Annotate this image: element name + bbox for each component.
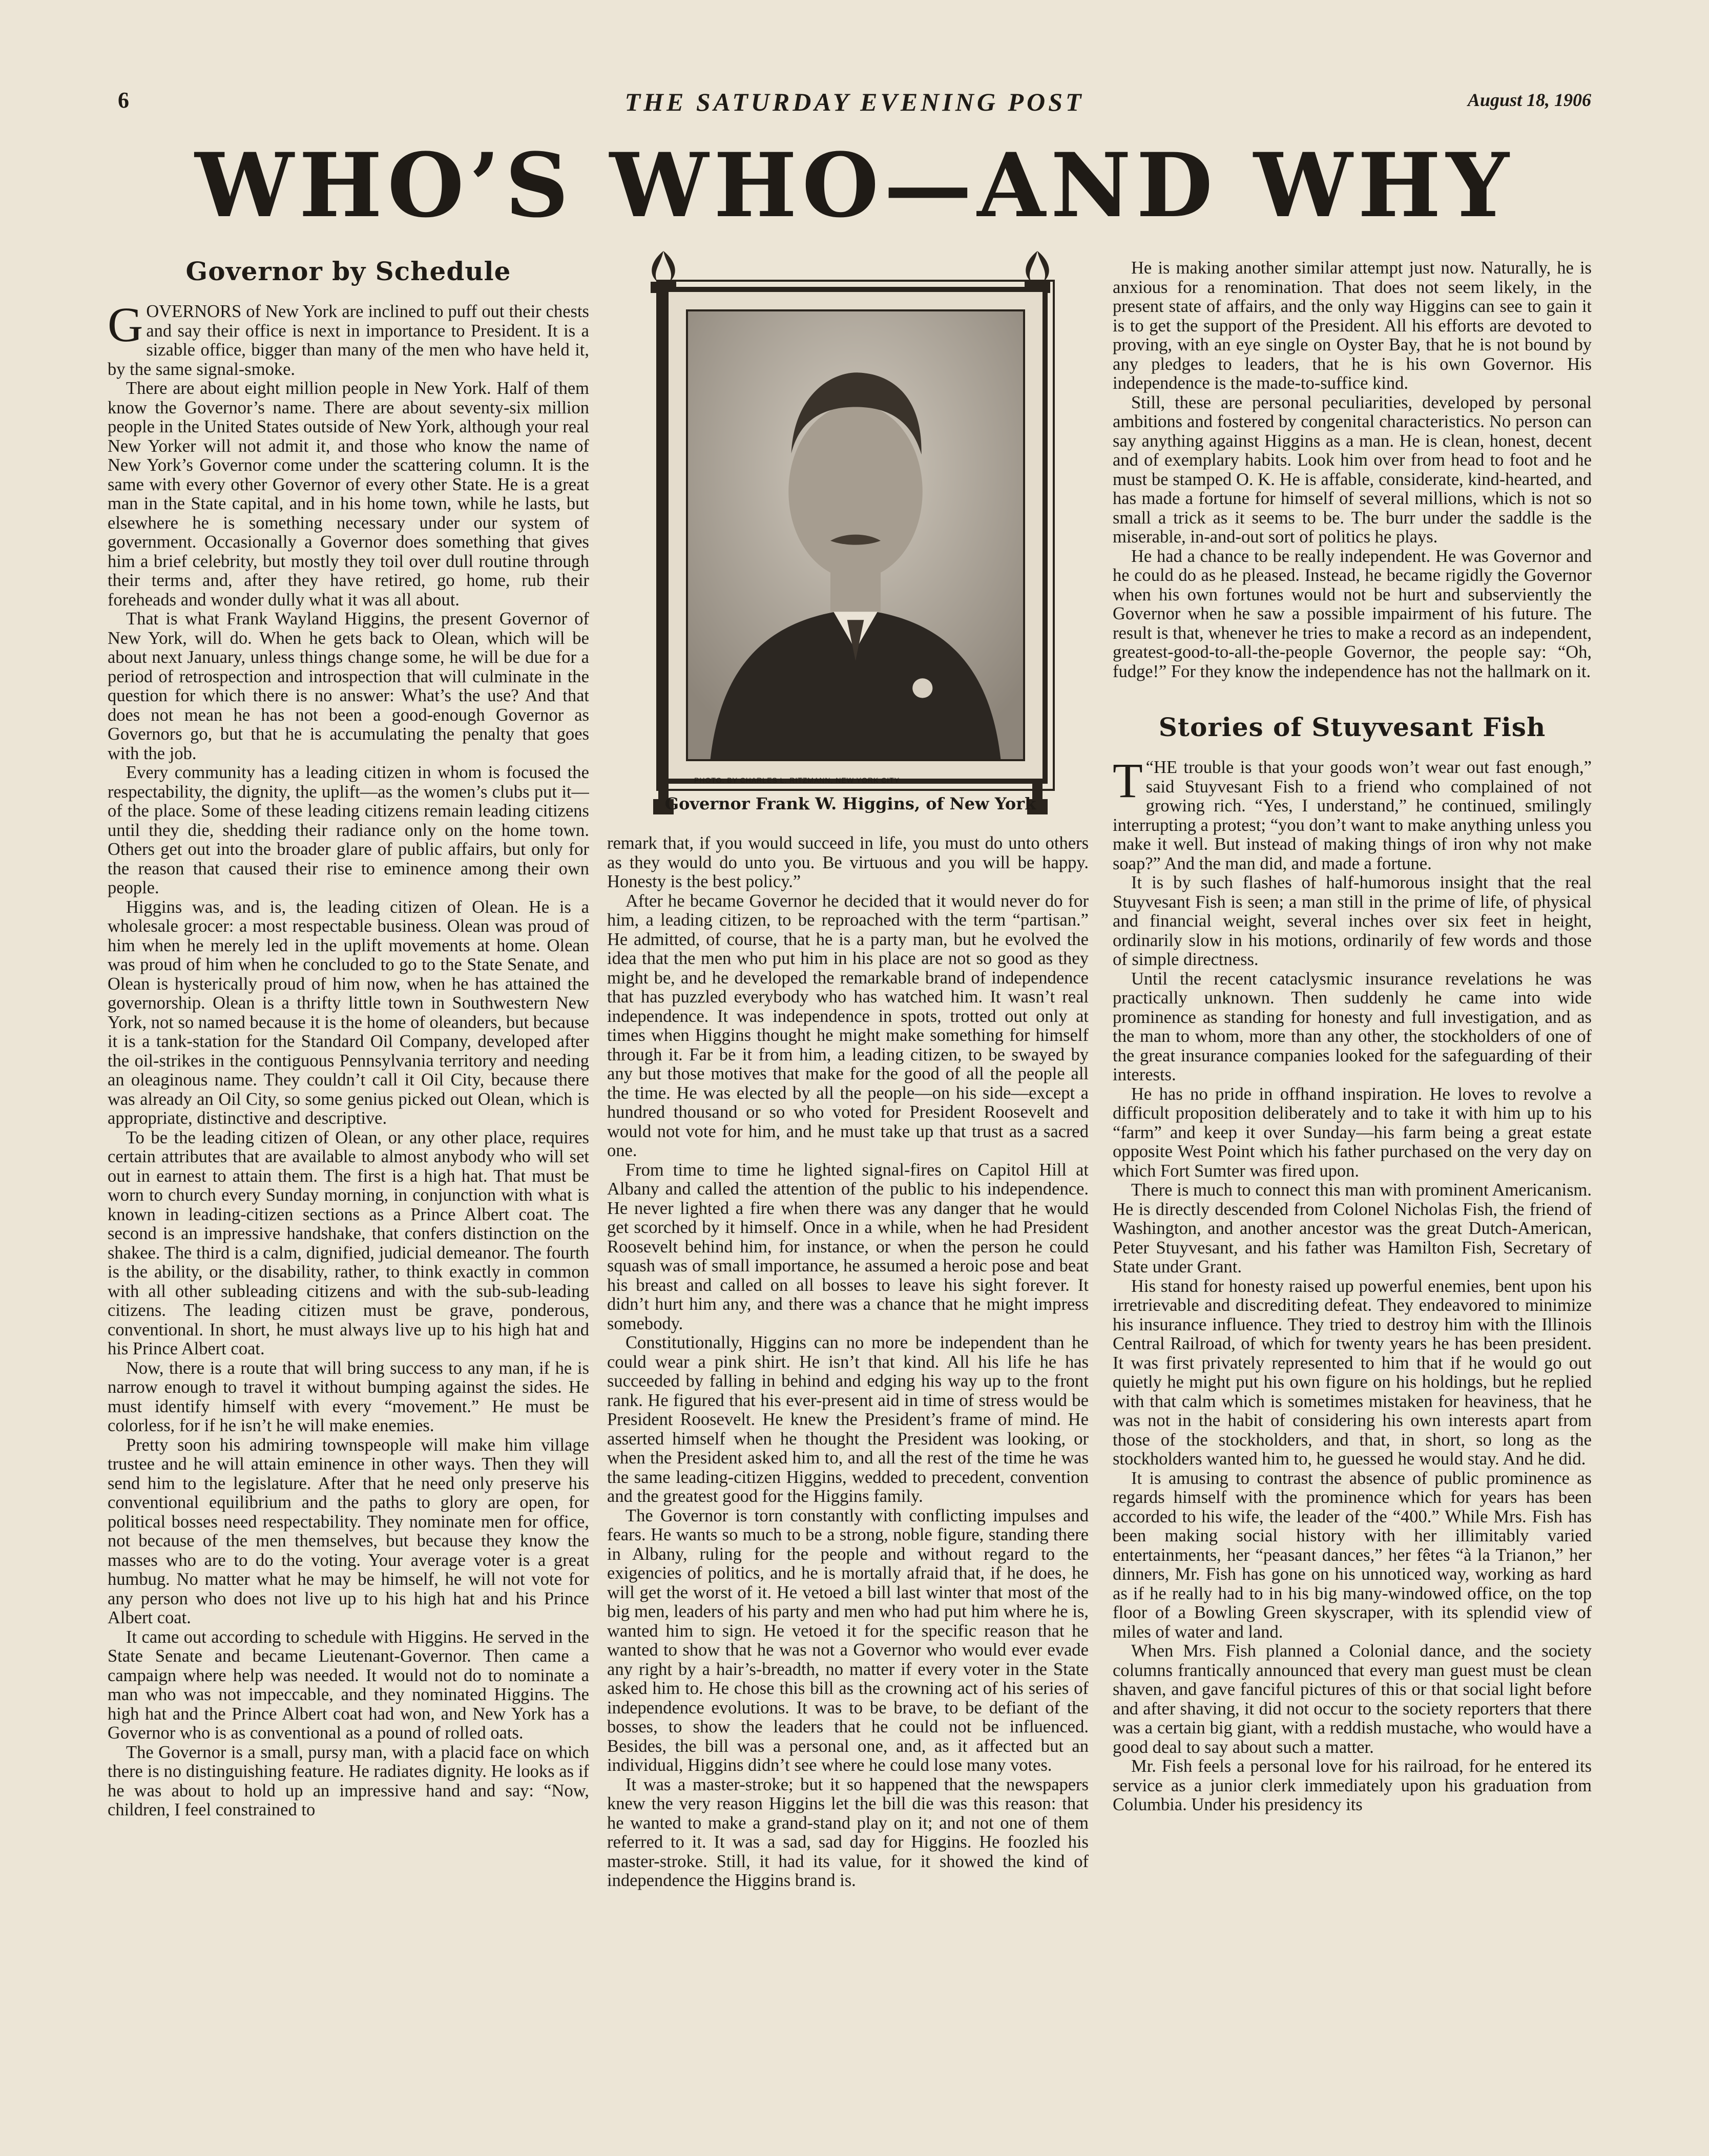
article-title-governor: Governor by Schedule <box>185 256 511 286</box>
photo-credit: PHOTO. BY CHARLES L. RITZMANN, NEW YORK CITY <box>694 776 900 784</box>
paragraph: He has no pride in offhand inspiration. He loves to revolve a difficult proposition deliberately and to take it with him up to his “farm” and keep it over Sunday—his farm being a great estate opposite West Point which his father purchased on the very day on which Fort Sumter was fired upon. <box>1113 1084 1592 1181</box>
column-2 <box>607 834 1089 2039</box>
paragraph: Constitutionally, Higgins can no more be independent than he could wear a pink shirt. He isn’t that kind. All his life he has succeeded by falling in behind and edging his way up to the front rank. He figured that his ever-present aid in time of stress would be President Roosevelt. He knew the President’s frame of mind. He asserted himself when he thought the President was looking, or when the President asked him to, and all the rest of the time he was the same leading-citizen Higgins, wedded to precedent, convention and the greatest good for the Higgins family. <box>607 1333 1089 1506</box>
paragraph: Higgins was, and is, the leading citizen of Olean. He is a wholesale grocer: a most respectable business. Olean was proud of him when he merely led in the uplift movements at home. Olean was proud of him when he concluded to go to the State Senate, and Olean is hysterically proud of him now, when he has attained the governorship. Olean is a thrifty little town in Southwestern New York, not so named because it is the home of oleanders, but because it is a tank-station for the Standard Oil Company, developed after the oil-strikes in the contiguous Pennsylvania territory and needing an oleaginous name. They couldn’t call it Oil City, because there was already an Oil City, so some genius picked out Olean, which is appropriate, distinctive and descriptive. <box>108 897 589 1128</box>
paragraph: It came out according to schedule with Higgins. He served in the State Senate and became Lieutenant-Governor. Then came a campaign where help was needed. It would not do to nominate a man who was not impeccable, and they nominated Higgins. The high hat and the Prince Albert coat had won, and New York has a Governor who is as conventional as a pound of rolled oats. <box>108 1627 589 1743</box>
paragraph: Now, there is a route that will bring success to any man, if he is narrow enough to travel it without bumping against the sides. He must identify himself with every “movement.” He must be colorless, for if he isn’t he will make enemies. <box>108 1358 589 1435</box>
paragraph: Still, these are personal peculiarities, developed by personal ambitions and fostered by congenital characteristics. No person can say anything against Higgins as a man. He is clean, honest, decent and of exemplary habits. Look him over from head to foot and he must be stamped O. K. He is affable, considerate, kind-hearted, and has made a fortune for himself of several millions, which is not so small a trick as it seems to be. The burr under the saddle is the miserable, in-and-out sort of politics he plays. <box>1113 392 1592 547</box>
paragraph: It is amusing to contrast the absence of public prominence as regards himself with the prominence which for years has been accorded to his wife, the leader of the “400.” While Mrs. Fish has been making social history with her illimitably varied entertainments, her “peasant dances,” her fêtes “à la Trianon,” her dinners, Mr. Fish has gone on his unnoticed way, working as hard as if he really had to in his big many-windowed office, on the top floor of a Bowling Green skyscraper, with its splendid view of miles of water and land. <box>1113 1468 1592 1642</box>
portrait-illustration <box>633 246 1068 825</box>
column-1 <box>108 256 589 2039</box>
portrait-caption: Governor Frank W. Higgins, of New York <box>664 794 1036 813</box>
drop-cap: G <box>108 297 143 352</box>
paragraph: “ T HE trouble is that your goods won’t wear out fast enough,” said Stuyvesant Fish to a friend who complained of not growing rich. “Yes, I understand,” he continued, smilingly interrupting a protest; “you don’t want to make anything unless you make it well. But instead of making things of iron why not make soap?” And the man did, and made a fortune. <box>1113 753 1592 873</box>
drop-cap: T <box>1113 753 1143 808</box>
article-title-stuyvesant: Stories of Stuyvesant Fish <box>1158 712 1546 742</box>
paragraph: The Governor is a small, pursy man, with a placid face on which there is no distinguishing feature. He radiates dignity. He looks as if he was about to hold up an impressive hand and say: “Now, children, I feel constrained to <box>108 1742 589 1819</box>
paragraph: Mr. Fish feels a personal love for his railroad, for he entered its service as a junior clerk immediately upon his graduation from Columbia. Under his presidency its <box>1113 1756 1592 1814</box>
paragraph: There is much to connect this man with prominent Americanism. He is directly descended from Colonel Nicholas Fish, the friend of Washington, and another ancestor was the great Dutch-American, Peter Stuyvesant, and his father was Hamilton Fish, Secretary of State under Grant. <box>1113 1180 1592 1276</box>
ornate-frame <box>663 287 1048 784</box>
portrait-figure-icon <box>688 311 1023 759</box>
paragraph: There are about eight million people in New York. Half of them know the Governor’s name. There are about seventy-six million people in the United States outside of New York, although your real New Yorker will not admit it, and those who know the name of New York’s Governor come under the scattering column. It is the same with every other Governor of every other State. He is a great man in the State capital, and in his home town, while he lasts, but elsewhere he is something necessary under our system of government. Occasionally a Governor does something that gives him a brief celebrity, but mostly they toil over dull routine through their terms and, after they have retired, go home, rub their foreheads and wonder dully what it was all about. <box>108 379 589 610</box>
paragraph: The Governor is torn constantly with conflicting impulses and fears. He wants so much to be a strong, noble figure, standing there in Albany, ruling for the people and without regard to the exigencies of politics, and he is mortally afraid that, if he does, he will get the worst of it. He vetoed a bill last winter that most of the big men, leaders of his party and men who had put him where he is, wanted him to sign. He vetoed it for the specific reason that he wanted to show that he was not a Governor who would ever evade any right by a hair’s-breadth, no matter if every voter in the State asked him to. He chose this bill as the crowning act of his series of independence evolutions. It was to be brave, to be defiant of the bosses, to show the leaders that he could not be influenced. Besides, the bill was a personal one, and, as it affected but an individual, Higgins didn’t see where he could lose many votes. <box>607 1505 1089 1775</box>
paragraph: Until the recent cataclysmic insurance revelations he was practically unknown. Then suddenly he came into wide prominence as standing for honesty and full investigation, and as the man to whom, more than any other, the stockholders of one of the great insurance companies looked for the safeguarding of their interests. <box>1113 969 1592 1084</box>
paragraph: GOVERNORS of New York are inclined to puff out their chests and say their office is next in importance to President. It is a sizable office, bigger than many of the men who have held it, by the same signal-smoke. <box>108 297 589 379</box>
page-number: 6 <box>118 88 129 113</box>
paragraph: After he became Governor he decided that it would never do for him, a leading citizen, to be reproached with the term “partisan.” He admitted, of course, that he is a party man, but he evolved the idea that the men who put him in his place are not so good as they might be, and he developed the remarkable brand of independence that has puzzled everybody who has watched him. It wasn’t real independence. It was independence in spots, trotted out only at times when Higgins thought he might make something for himself through it. Far be it from him, a leading citizen, to be swayed by any but those motives that make for the good of all the people all the time. He was elected by all the people—on his side—except a hundred thousand or so who voted for President Roosevelt and would not vote for him, and he must take up that trust as a sacred one. <box>607 891 1089 1160</box>
paragraph: It was a master-stroke; but it so happened that the newspapers knew the very reason Higgins let the bill die was this reason: that he wanted to make a grand-stand play on it; and not one of them referred to it. It was a sad, sad day for Higgins. He foozled his master-stroke. Still, it had its value, for it showed the kind of independence the Higgins brand is. <box>607 1774 1089 1890</box>
paragraph: From time to time he lighted signal-fires on Capitol Hill at Albany and called the attention of the public to his independence. He never lighted a fire when there was any danger that he would get scorched by it himself. Once in a while, when he had President Roosevelt behind him, for instance, or when the person he could squash was of small importance, he assumed a heroic pose and beat his breast and called on all bosses to leave his sight forever. It didn’t hurt him any, and there was a chance that he might impress somebody. <box>607 1160 1089 1333</box>
paragraph: That is what Frank Wayland Higgins, the present Governor of New York, will do. When he gets back to Olean, which will be about next January, unless things change some, he will be due for a period of retrospection and introspection that will culminate in the question for which there is no answer: What’s the use? And that does not mean he has not been a good-enough Governor as Governors go, but that he is accumulating the penalty that goes with the job. <box>108 609 589 763</box>
paragraph: Pretty soon his admiring townspeople will make him village trustee and he will attain eminence in other ways. Then they will send him to the legislature. After that he need only preserve his conventional equilibrium and the paths to glory are open, for political bosses need respectability. They nominate men for office, not because of the men themselves, but because they know the masses who are to do the voting. Your average voter is a great humbug. No matter what he may be himself, he will not vote for any person who does not live up to his high hat and his Prince Albert coat. <box>108 1435 589 1627</box>
masthead-title: WHO’S WHO—AND WHY <box>195 133 1514 237</box>
issue-date: August 18, 1906 <box>1467 90 1591 110</box>
paragraph: It is by such flashes of half-humorous insight that the real Stuyvesant Fish is seen; a man still in the prime of life, of physical and financial weight, several inches over six feet in height, ordinarily slow in his motions, ordinarily of few words and those of simple directness. <box>1113 873 1592 969</box>
journal-title: THE SATURDAY EVENING POST <box>624 88 1085 116</box>
portrait-photo <box>686 309 1025 761</box>
paragraph: His stand for honesty raised up powerful enemies, bent upon his irretrievable and discrediting defeat. They endeavored to minimize his insurance influence. They tried to destroy him with the Illinois Central Railroad, of which for twenty years he has been president. It was first privately represented to him that if he would go out quietly he might put his own figure on his holdings, but he replied with that calm which is sometimes mistaken for heaviness, that he was not in the habit of considering his own interests apart from those of the stockholders, and that, in short, so long as the stockholders wanted him to, he guessed he would stay. And he did. <box>1113 1276 1592 1469</box>
column-3 <box>1113 259 1592 2041</box>
paragraph: He is making another similar attempt just now. Naturally, he is anxious for a renomination. That does not seem likely, in the present state of affairs, and the only way Higgins can see to gain it is to get the support of the President. All his efforts are devoted to proving, with an eye single on Oyster Bay, that he is not bound by any pledges to leaders, that he is his own Governor. His independence is the made-to-suffice kind. <box>1113 259 1592 393</box>
paragraph: remark that, if you would succeed in life, you must do unto others as they would do unto you. Be virtuous and you will be happy. Honesty is the best policy.” <box>607 834 1089 891</box>
paragraph: He had a chance to be really independent. He was Governor and he could do as he pleased. Instead, he became rigidly the Governor when his own fortunes would not be hurt and subserviently the Governor when he saw a possible impairment of his future. The result is that, whenever he tries to make a record as an independent, greatest-good-to-all-the-people Governor, the people say: “Oh, fudge!” For they know the independence has not the hallmark on it. <box>1113 546 1592 681</box>
paragraph: To be the leading citizen of Olean, or any other place, requires certain attributes that are available to almost anybody who will set out in earnest to attain them. The first is a high hat. That must be worn to church every Sunday morning, in conjunction with what is known in leading-citizen sections as a Prince Albert coat. The second is an impressive handshake, that confers distinction on the shakee. The third is a calm, dignified, judicial demeanor. The fourth is the ability, or the disability, rather, to think exactly in common with all other subleading citizens and with the sub-sub-leading citizens. The leading citizen must be grave, ponderous, conventional. In short, he must always live up to his high hat and his Prince Albert coat. <box>108 1127 589 1358</box>
paragraph: Every community has a leading citizen in whom is focused the respectability, the dignity, the uplift—as the women’s clubs put it—of the place. Some of these leading citizens remain leading citizens until they die, shedding their radiance only on the home town. Others get out into the broader glare of public affairs, but only for the reason that caused their rise to eminence among their own people. <box>108 763 589 897</box>
running-head <box>118 87 1591 123</box>
paragraph: When Mrs. Fish planned a Colonial dance, and the society columns frantically announced that every man guest must be clean shaven, and gave fanciful pictures of this or that social light before and after shaving, it did not occur to the society reporters that there was a certain big giant, with a reddish mustache, who would have a good deal to say about such a matter. <box>1113 1641 1592 1757</box>
